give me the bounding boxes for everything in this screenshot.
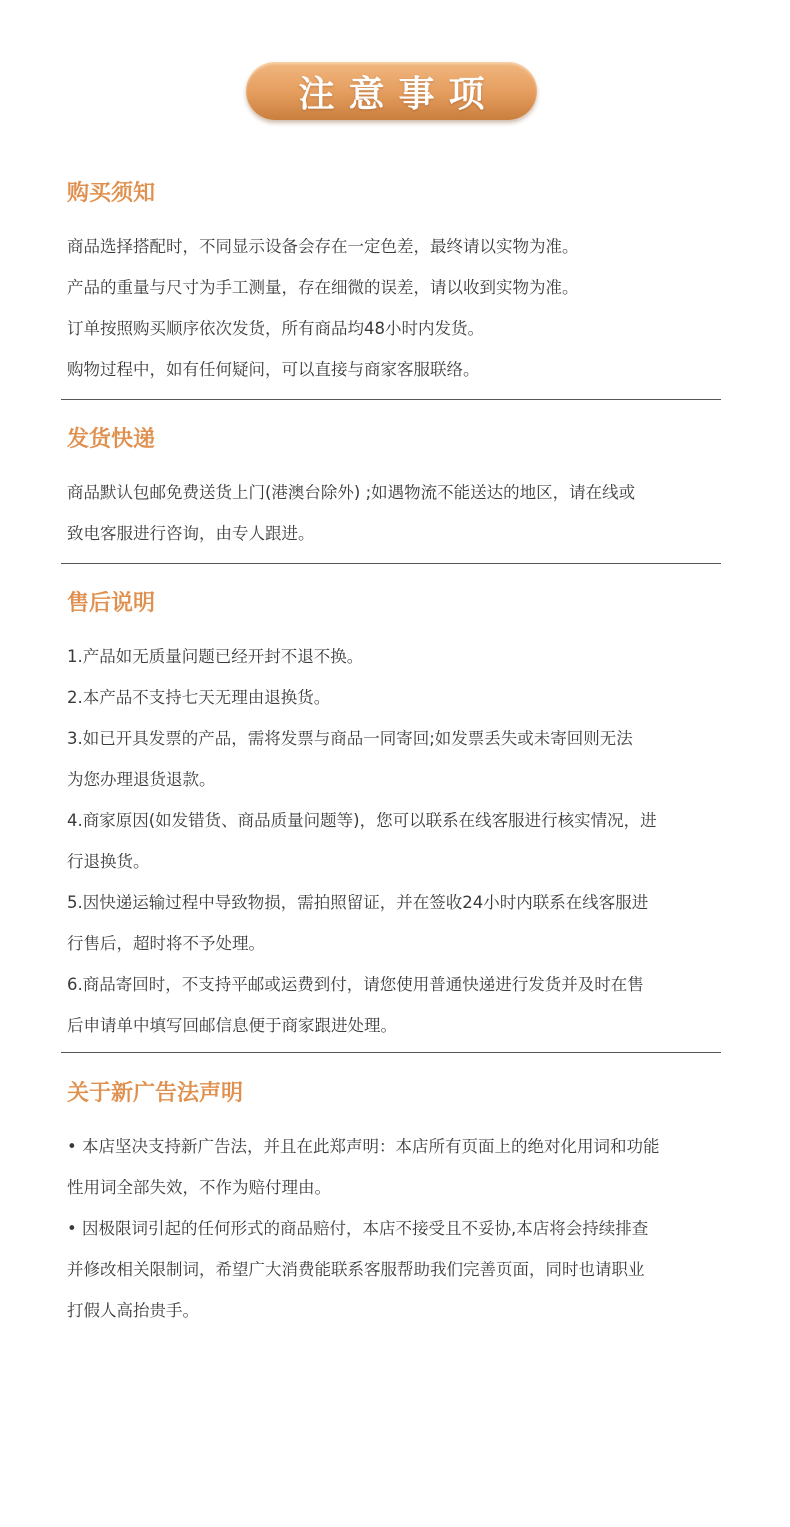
section-line: 5.因快递运输过程中导致物损，需拍照留证，并在签收24小时内联系在线客服进 — [67, 893, 649, 912]
section-line: 性用词全部失效，不作为赔付理由。 — [67, 1178, 331, 1197]
section-line: 2.本产品不支持七天无理由退换货。 — [67, 688, 331, 707]
section-line: 产品的重量与尺寸为手工测量，存在细微的误差，请以收到实物为准。 — [67, 278, 579, 297]
section-line: • 因极限词引起的任何形式的商品赔付，本店不接受且不妥协,本店将会持续排查 — [67, 1219, 649, 1238]
section-line: 3.如已开具发票的产品，需将发票与商品一同寄回;如发票丢失或未寄回则无法 — [67, 729, 633, 748]
section-line: 商品选择搭配时，不同显示设备会存在一定色差，最终请以实物为准。 — [67, 237, 579, 256]
section-title: 发货快递 — [67, 427, 156, 452]
section-purchase-notice — [67, 180, 723, 390]
section-line: 行售后，超时将不予处理。 — [67, 934, 265, 953]
section-line: 订单按照购买顺序依次发货，所有商品均48小时内发货。 — [67, 319, 484, 338]
section-shipping — [67, 426, 723, 554]
section-line: 1.产品如无质量问题已经开封不退不换。 — [67, 647, 364, 666]
section-title: 关于新广告法声明 — [67, 1081, 244, 1106]
section-divider — [61, 1052, 721, 1053]
section-line: • 本店坚决支持新广告法，并且在此郑声明：本店所有页面上的绝对化用词和功能 — [67, 1137, 660, 1156]
section-line: 为您办理退货退款。 — [67, 770, 216, 789]
notice-banner — [246, 62, 537, 120]
section-line: 后申请单中填写回邮信息便于商家跟进处理。 — [67, 1016, 397, 1035]
section-line: 行退换货。 — [67, 852, 150, 871]
section-line: 并修改相关限制词，希望广大消费能联系客服帮助我们完善页面，同时也请职业 — [67, 1260, 645, 1279]
section-ad-law-statement — [67, 1080, 723, 1331]
section-line: 购物过程中，如有任何疑问，可以直接与商家客服联络。 — [67, 360, 480, 379]
section-line: 致电客服进行咨询，由专人跟进。 — [67, 524, 315, 543]
section-line: 4.商家原因(如发错货、商品质量问题等)，您可以联系在线客服进行核实情况，进 — [67, 811, 657, 830]
section-divider — [61, 399, 721, 400]
banner-title: 注意事项 — [298, 73, 499, 115]
section-line: 6.商品寄回时，不支持平邮或运费到付，请您使用普通快递进行发货并及时在售 — [67, 975, 644, 994]
section-title: 售后说明 — [67, 591, 156, 616]
section-line: 商品默认包邮免费送货上门(港澳台除外) ;如遇物流不能送达的地区，请在线或 — [67, 483, 636, 502]
section-line: 打假人高抬贵手。 — [67, 1301, 199, 1320]
section-divider — [61, 563, 721, 564]
section-title: 购买须知 — [67, 181, 156, 206]
section-after-sales — [67, 590, 723, 1046]
